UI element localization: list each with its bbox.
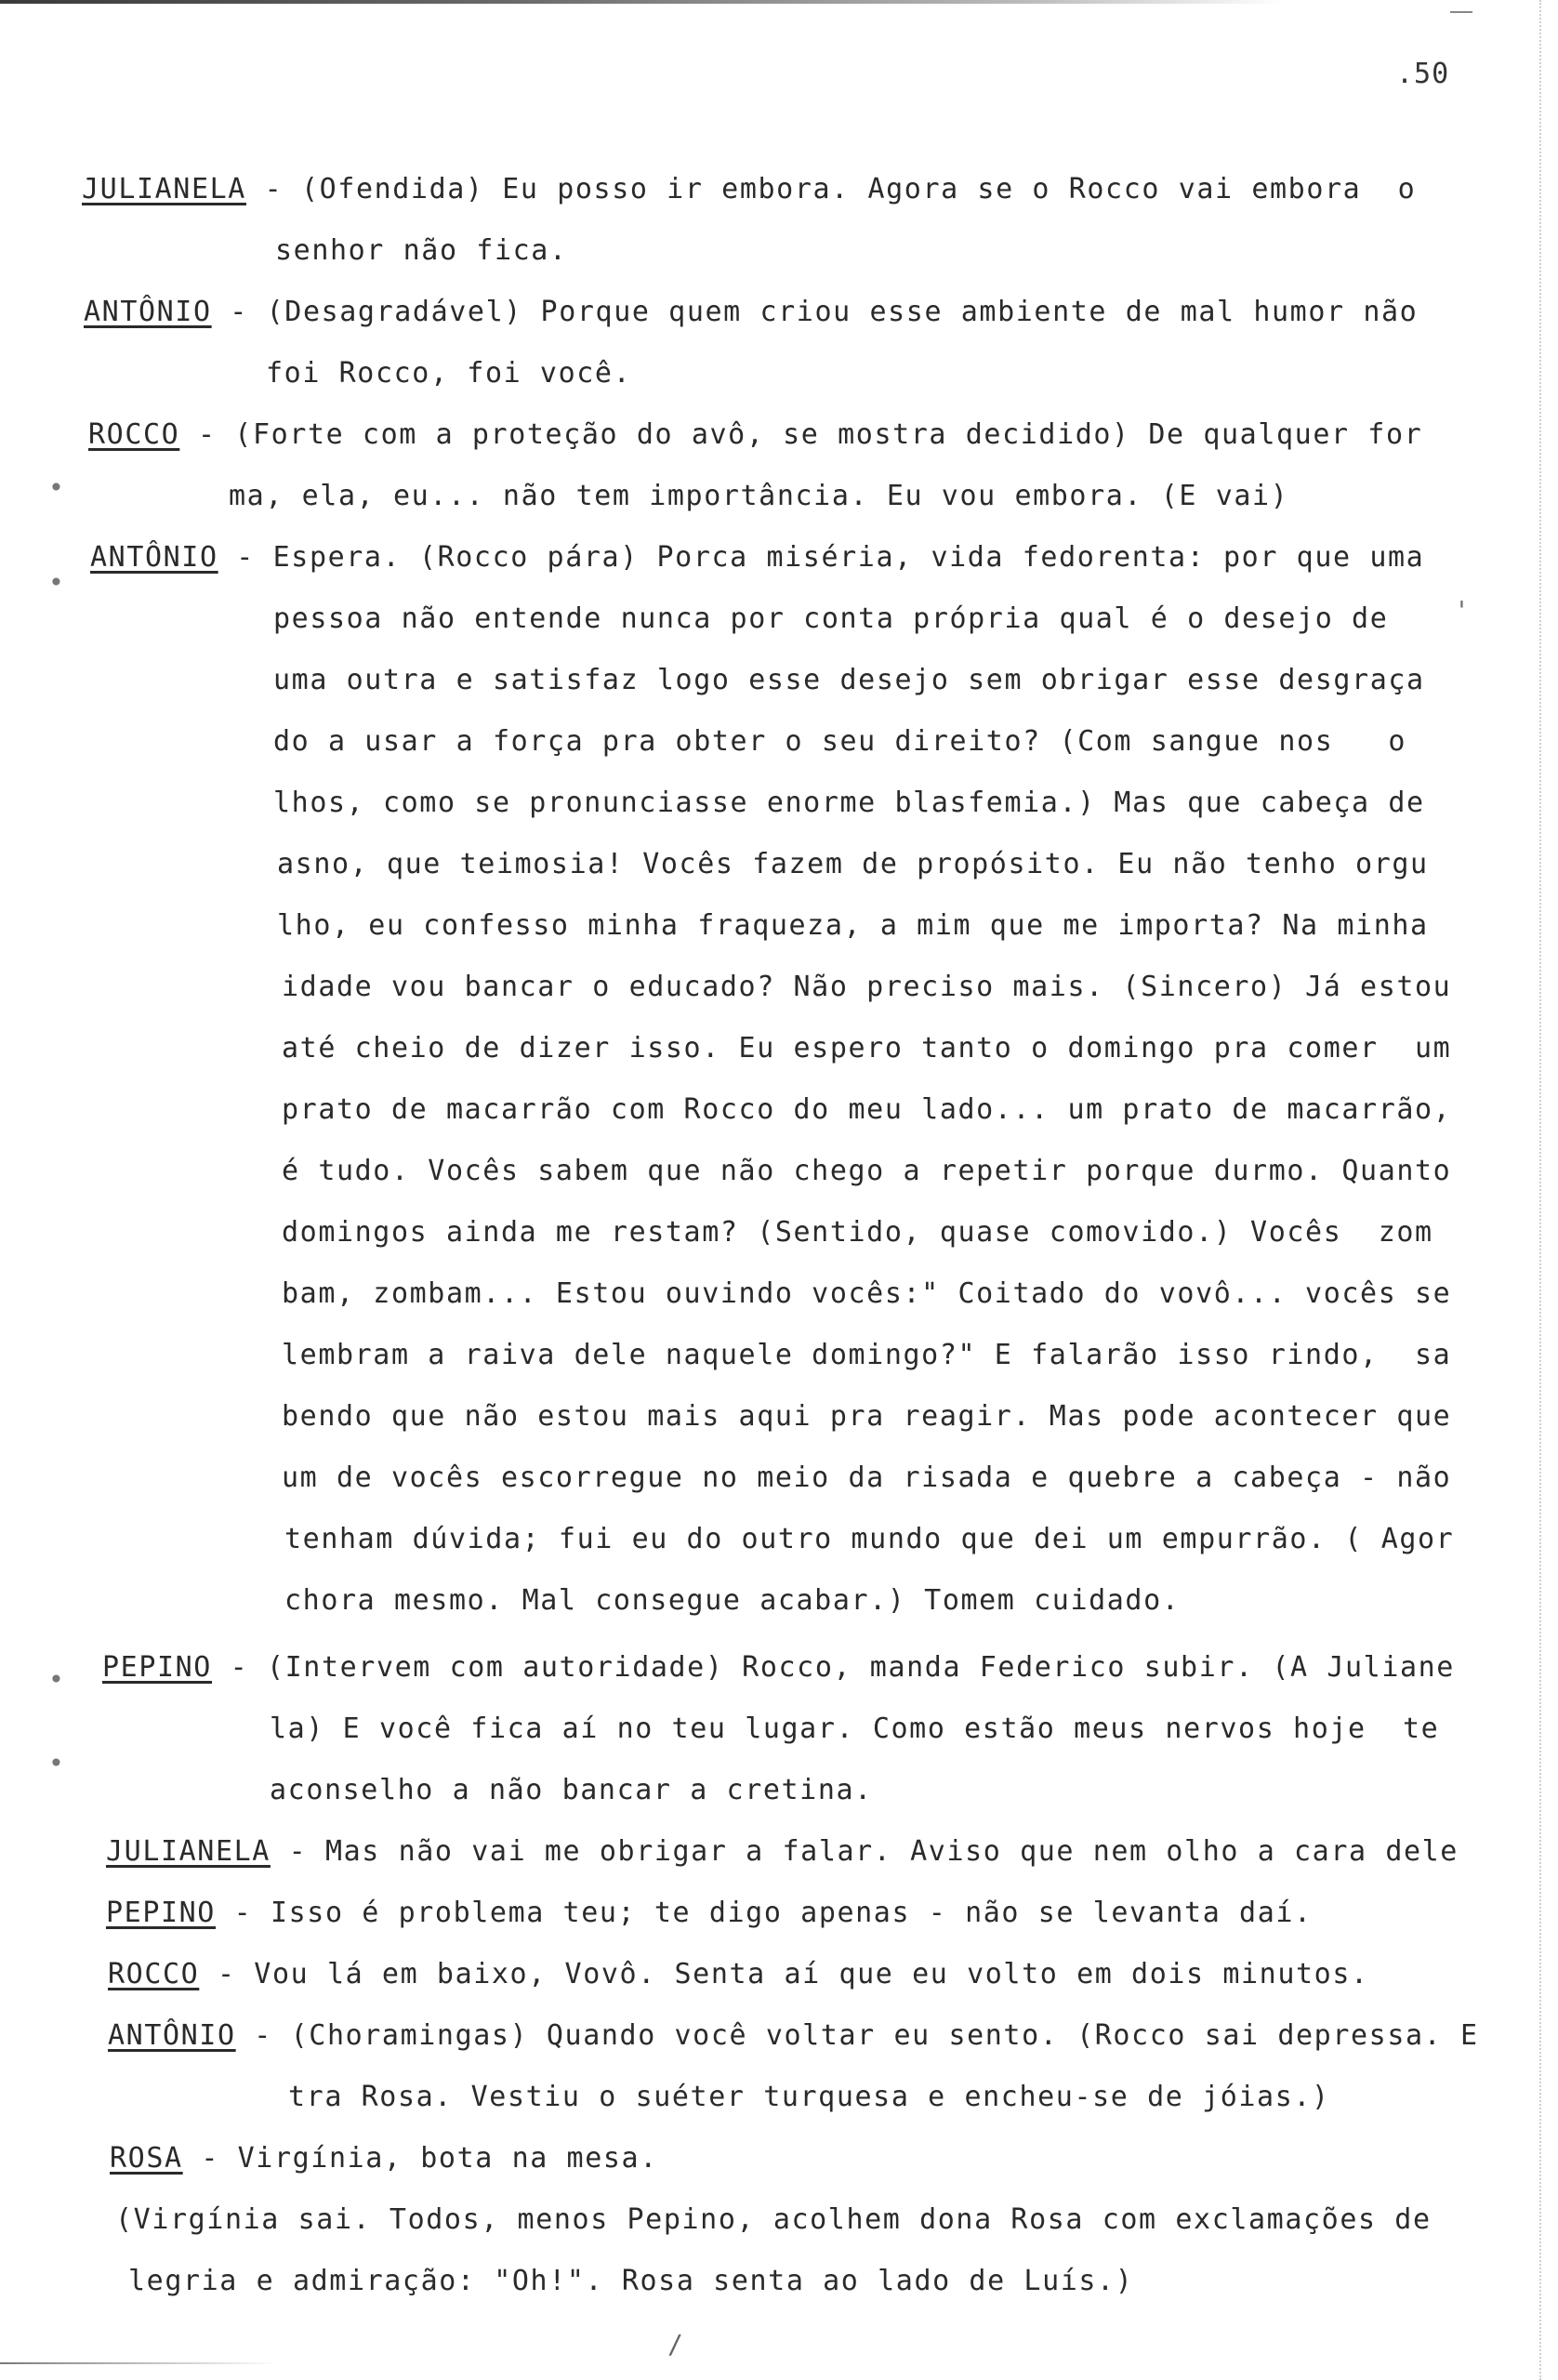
line-text: lembram a raiva dele naquele domingo?" E falarão isso rindo, sa [282,1339,1452,1371]
stray-mark: • [48,1748,64,1778]
line-text: pessoa não entende nunca por conta própria qual é o desejo de [273,602,1389,635]
continuation-line [284,1523,1454,1556]
continuation-line [273,664,1425,697]
line-text: ma, ela, eu... não tem importância. Eu vou embora. (E vai) [229,480,1289,512]
line-text: do a usar a força pra obter o seu direito? (Com sangue nos o [273,725,1407,758]
line-text: tenham dúvida; fui eu do outro mundo que dei um empurrão. ( Agor [284,1523,1455,1555]
line-text: lhos, como se pronunciasse enorme blasfemia.) Mas que cabeça de [273,787,1425,819]
continuation-line [282,1032,1451,1065]
line-text: prato de macarrão com Rocco do meu lado... um prato de macarrão, [282,1093,1452,1126]
continuation-line [288,2081,1330,2114]
scan-top-edge [0,0,1283,4]
continuation-line [273,602,1388,636]
speaker-name: ROCCO [88,418,180,451]
dialogue-line [108,2019,1479,2053]
speaker-name: ROSA [110,2142,183,2175]
scan-bottom-edge [0,2362,279,2364]
line-text: - Isso é problema teu; te digo apenas - não se levanta daí. [215,1897,1313,1929]
stray-mark: • [48,1664,64,1695]
continuation-line [282,1093,1451,1127]
line-text: bendo que não estou mais aqui pra reagir. Mas pode acontecer que [282,1400,1452,1433]
continuation-line [282,1155,1451,1188]
line-text: aconselho a não bancar a cretina. [270,1774,873,1806]
line-text: asno, que teimosia! Vocês fazem de propósito. Eu não tenho orgu [277,848,1429,880]
dialogue-line [110,2142,658,2175]
dialogue-line [88,418,1422,452]
line-text: é tudo. Vocês sabem que não chego a repetir porque durmo. Quanto [282,1155,1452,1187]
line-text: - (Ofendida) Eu posso ir embora. Agora se o Rocco vai embora o [245,173,1417,205]
continuation-line [282,1216,1433,1250]
continuation-line [270,1712,1439,1746]
line-text: - Espera. (Rocco pára) Porca miséria, vida fedorenta: por que uma [218,541,1425,574]
speaker-name: ROCCO [108,1958,200,1990]
line-text: - (Forte com a proteção do avô, se mostra decidido) De qualquer for [179,418,1423,451]
continuation-line [128,2265,1133,2298]
speaker-name: PEPINO [102,1651,212,1684]
line-text: lho, eu confesso minha fraqueza, a mim que me importa? Na minha [277,909,1429,942]
line-text: la) E você fica aí no teu lugar. Como estão meus nervos hoje te [270,1712,1440,1745]
speaker-name: ANTÔNIO [90,541,218,574]
scan-mark [1450,11,1472,13]
line-text: bam, zombam... Estou ouvindo vocês:" Coitado do vovô... vocês se [282,1277,1452,1310]
line-text: domingos ainda me restam? (Sentido, quase comovido.) Vocês zom [282,1216,1433,1249]
line-text: idade vou bancar o educado? Não preciso mais. (Sincero) Já estou [282,971,1452,1003]
continuation-line [282,1339,1451,1372]
continuation-line [282,1400,1451,1434]
page-number: .50 [1396,58,1450,90]
continuation-line [282,1277,1451,1311]
speaker-name: JULIANELA [106,1835,271,1868]
line-text: - Vou lá em baixo, Vovô. Senta aí que eu volto em dois minutos. [199,1958,1369,1990]
dialogue-line [102,1651,1455,1685]
dialogue-line [108,1958,1369,1991]
continuation-line [273,725,1406,759]
stray-mark: • [48,472,64,503]
continuation-line [270,1774,873,1807]
dialogue-line [84,296,1418,329]
speaker-name: JULIANELA [82,173,246,205]
continuation-line [277,848,1429,881]
line-text: (Virgínia sai. Todos, menos Pepino, acolhem dona Rosa com exclamações de [115,2203,1432,2236]
line-text: chora mesmo. Mal consegue acabar.) Tomem cuidado. [284,1584,1181,1617]
stray-mark: ' [1454,595,1470,626]
continuation-line [266,357,631,390]
line-text: - (Choramingas) Quando você voltar eu sento. (Rocco sai depressa. E [235,2019,1479,2052]
line-text: até cheio de dizer isso. Eu espero tanto o domingo pra comer um [282,1032,1452,1064]
line-text: foi Rocco, foi você. [266,357,632,390]
line-text: - Virgínia, bota na mesa. [182,2142,658,2175]
speaker-name: ANTÔNIO [108,2019,236,2052]
line-text: senhor não fica. [275,234,568,267]
line-text: legria e admiração: "Oh!". Rosa senta ao lado de Luís.) [128,2265,1134,2297]
dialogue-line [82,173,1416,206]
speaker-name: ANTÔNIO [84,296,212,328]
footer-mark: / [667,2329,683,2360]
continuation-line [282,1461,1451,1495]
continuation-line [115,2203,1432,2237]
dialogue-line [106,1835,1459,1869]
speaker-name: PEPINO [106,1897,216,1929]
continuation-line [284,1584,1180,1618]
line-text: - (Desagradável) Porque quem criou esse ambiente de mal humor não [211,296,1419,328]
line-text: um de vocês escorregue no meio da risada e quebre a cabeça - não [282,1461,1452,1494]
stray-mark: • [48,567,64,598]
dialogue-line [90,541,1424,575]
line-text: - (Intervem com autoridade) Rocco, manda Federico subir. (A Juliane [211,1651,1455,1684]
line-text: tra Rosa. Vestiu o suéter turquesa e encheu-se de jóias.) [288,2081,1330,2113]
line-text: - Mas não vai me obrigar a falar. Aviso que nem olho a cara dele [270,1835,1459,1868]
dialogue-line [106,1897,1313,1930]
continuation-line [273,787,1425,820]
continuation-line [229,480,1288,513]
scan-right-edge [1539,0,1542,2380]
line-text: uma outra e satisfaz logo esse desejo sem obrigar esse desgraça [273,664,1425,696]
continuation-line [275,234,568,268]
continuation-line [277,909,1429,943]
continuation-line [282,971,1451,1004]
